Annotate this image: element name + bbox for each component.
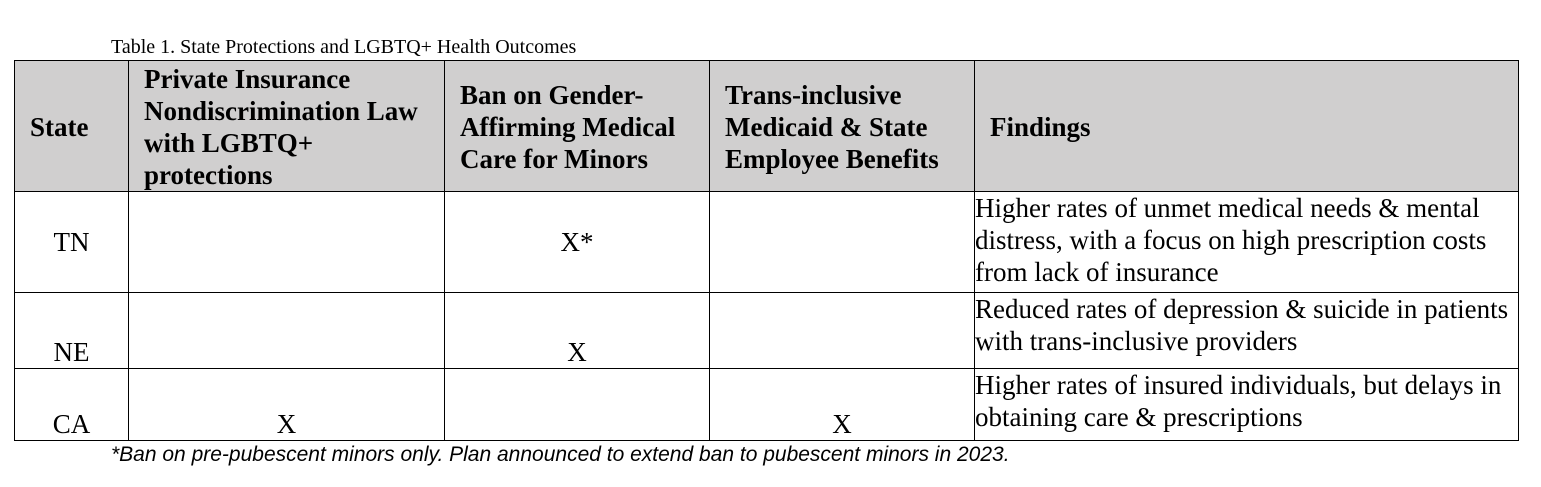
- state-protections-table: [14, 60, 1519, 441]
- findings-cell: Higher rates of insured individuals, but delays in obtaining care & prescriptions: [975, 369, 1519, 441]
- findings-cell: Reduced rates of depression & suicide in patients with trans-inclusive providers: [975, 293, 1519, 369]
- header-medicaid: Trans-inclusive Medicaid & State Employee Benefits: [710, 61, 975, 192]
- ban-cell: X*: [445, 192, 710, 293]
- private-insurance-cell: X: [129, 369, 445, 441]
- private-insurance-cell: [129, 293, 445, 369]
- table-row: [15, 293, 1519, 369]
- table-row: [15, 369, 1519, 441]
- table-caption: Table 1. State Protections and LGBTQ+ Health Outcomes: [111, 36, 577, 58]
- medicaid-cell: [710, 192, 975, 293]
- state-cell: TN: [15, 192, 129, 293]
- header-findings: Findings: [975, 61, 1519, 192]
- findings-cell: Higher rates of unmet medical needs & mental distress, with a focus on high prescription costs from lack of insurance: [975, 192, 1519, 293]
- ban-cell: X: [445, 293, 710, 369]
- header-private-insurance: Private Insurance Nondiscrimination Law with LGBTQ+ protections: [129, 61, 445, 192]
- header-state: State: [15, 61, 129, 192]
- table-header-row: [15, 61, 1519, 192]
- table-row: [15, 192, 1519, 293]
- table-footnote: *Ban on pre-pubescent minors only. Plan announced to extend ban to pubescent minors in 2023.: [111, 443, 1010, 466]
- ban-cell: [445, 369, 710, 441]
- medicaid-cell: [710, 293, 975, 369]
- header-ban: Ban on Gender-Affirming Medical Care for Minors: [445, 61, 710, 192]
- private-insurance-cell: [129, 192, 445, 293]
- medicaid-cell: X: [710, 369, 975, 441]
- state-cell: CA: [15, 369, 129, 441]
- state-cell: NE: [15, 293, 129, 369]
